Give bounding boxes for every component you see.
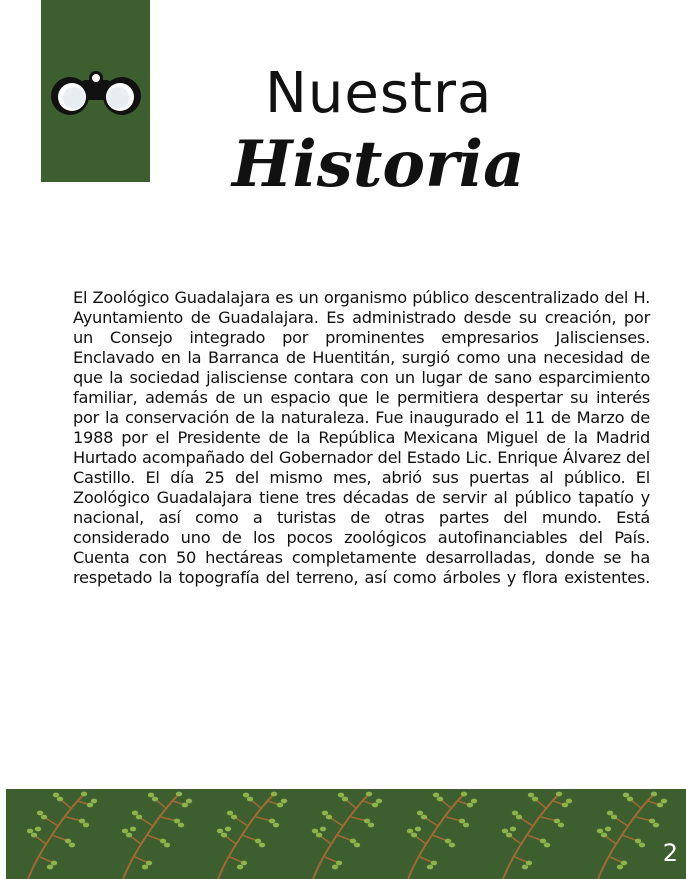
history-paragraph: El Zoológico Guadalajara es un organismo público descentralizado del H. Ayuntamiento de Guadalajara. Es administrado desde su creación, por un Consejo integrado por prominentes empresarios Jaliscienses. Enclavado en la Barranca de Huentitán, surgió como una necesidad de que la sociedad jalisciense contara con un lugar de sano esparcimiento familiar, además de un espacio que le permitiera despertar su interés por la conservación de la naturaleza. Fue inaugurado el 11 de Marzo de 1988 por el Presidente de la República Mexicana Miguel de la Madrid Hurtado acompañado del Gobernador del Estado Lic. Enrique Álvarez del Castillo. El día 25 del mismo mes, abrió sus puertas al público. El Zoológico Guadalajara tiene tres décadas de servir al público tapatío y nacional, así como a turistas de otras partes del mundo. Está considerado uno de los pocos zoológicos autofinanciables del País. Cuenta con 50 hectáreas completamente desarrolladas, donde se ha respetado la topografía del terreno, así como árboles y flora existentes. [73, 288, 650, 587]
binoculars-icon [50, 70, 142, 116]
header-accent-block [41, 0, 150, 182]
branch-pattern [6, 789, 686, 879]
footer-band [6, 789, 686, 879]
page-title [150, 58, 686, 200]
page-number: 2 [662, 839, 678, 867]
title-line-2: Historia [232, 127, 525, 202]
title-line-1: Nuestra [265, 61, 493, 126]
